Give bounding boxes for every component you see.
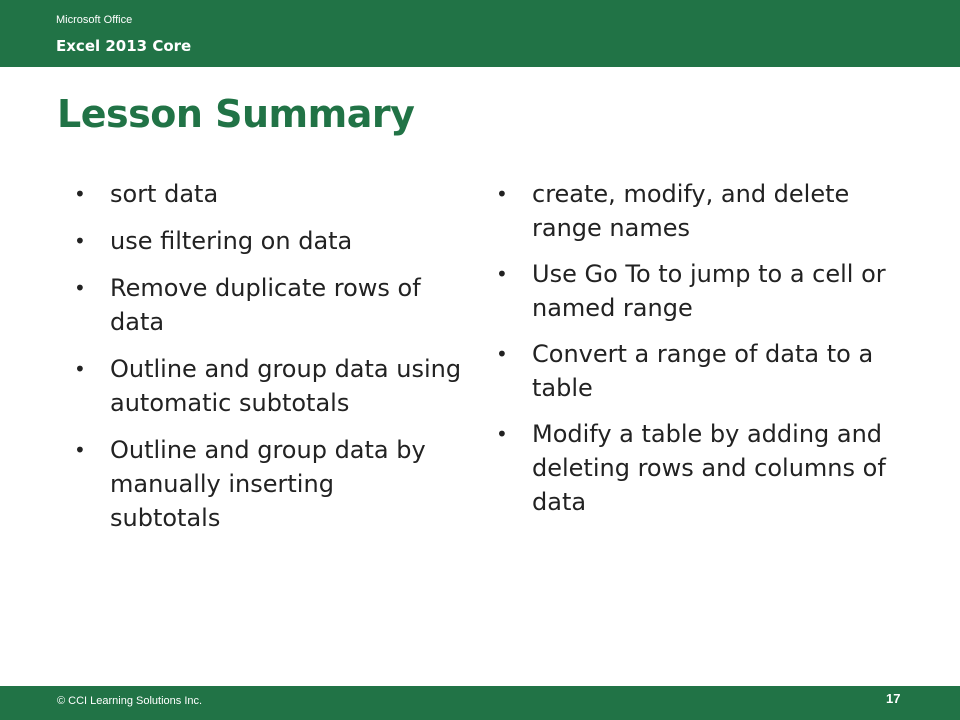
bullet-text: Remove duplicate rows of data [110, 274, 421, 336]
bullet-text: Outline and group data by manually inserting subtotals [110, 436, 426, 532]
bullet-glyph: • [74, 276, 86, 300]
bullet-glyph: • [74, 438, 86, 462]
bullet-item [496, 337, 892, 405]
bullet-item [74, 224, 484, 258]
bullet-glyph: • [496, 262, 508, 286]
left-bullet-list [74, 177, 484, 548]
bullet-text: Convert a range of data to a table [532, 340, 874, 402]
right-bullet-list [496, 177, 916, 531]
slide-title: Lesson Summary [57, 92, 415, 136]
bullet-item [74, 177, 484, 211]
bullet-item [496, 177, 916, 245]
bullet-item [496, 417, 916, 519]
bullet-text: Outline and group data using automatic subtotals [110, 355, 462, 417]
bullet-item [74, 271, 440, 339]
bullet-text: Use Go To to jump to a cell or named range [532, 260, 886, 322]
page-number: 17 [886, 691, 901, 706]
bullet-text: create, modify, and delete range names [532, 180, 850, 242]
bullet-text: sort data [110, 180, 219, 208]
bullet-glyph: • [496, 182, 508, 206]
bullet-item [74, 433, 450, 535]
bullet-text: use filtering on data [110, 227, 353, 255]
bullet-glyph: • [74, 182, 86, 206]
bullet-item [496, 257, 916, 325]
header-product-name: Microsoft Office [56, 14, 133, 26]
bullet-glyph: • [74, 357, 86, 381]
footer-copyright: © CCI Learning Solutions Inc. [57, 695, 203, 707]
header-course-name: Excel 2013 Core [56, 37, 192, 55]
bullet-glyph: • [74, 229, 86, 253]
bullet-glyph: • [496, 342, 508, 366]
bullet-item [74, 352, 484, 420]
bullet-glyph: • [496, 422, 508, 446]
header-band [0, 0, 960, 67]
bullet-text: Modify a table by adding and deleting rows and columns of data [532, 420, 886, 516]
